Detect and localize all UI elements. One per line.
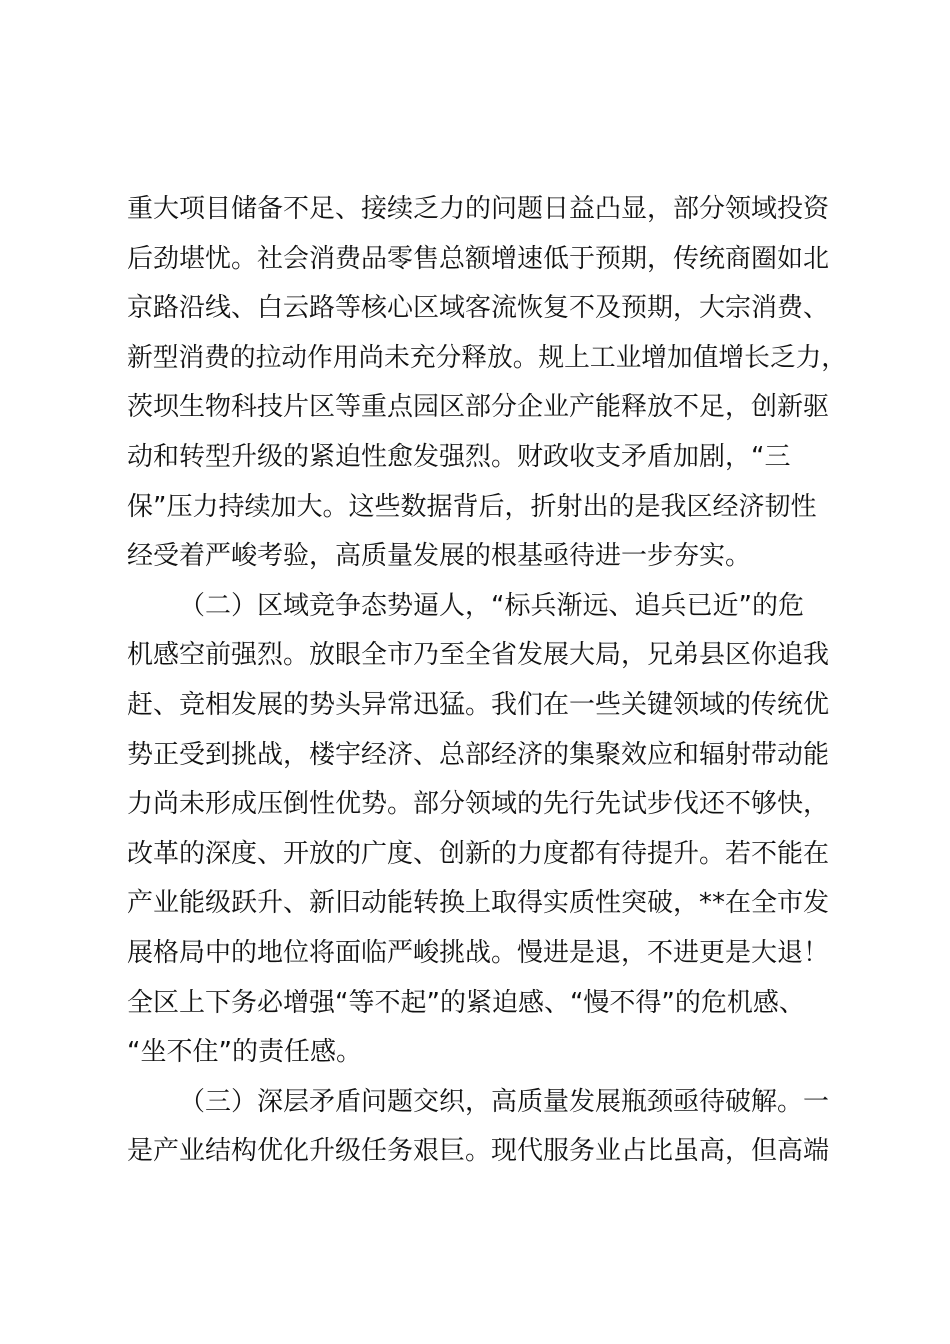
text-line: （二）区域竞争态势逼人，“标兵渐远、追兵已近”的危 xyxy=(179,590,804,621)
text-line: 新型消费的拉动作用尚未充分释放。规上工业增加值增长乏力， xyxy=(127,342,848,373)
text-line: 改革的深度、开放的广度、创新的力度都有待提升。若不能在 xyxy=(127,838,830,869)
text-line: 茨坝生物科技片区等重点园区部分企业产能释放不足，创新驱 xyxy=(127,392,830,423)
text-line: 产业能级跃升、新旧动能转换上取得实质性突破，**在全市发 xyxy=(127,888,830,919)
text-line: 保”压力持续加大。这些数据背后，折射出的是我区经济韧性 xyxy=(127,491,817,522)
text-line: 机感空前强烈。放眼全市乃至全省发展大局，兄弟县区你追我 xyxy=(127,640,830,671)
text-line: 动和转型升级的紧迫性愈发强烈。财政收支矛盾加剧，“三 xyxy=(127,441,791,472)
text-line: 后劲堪忧。社会消费品零售总额增速低于预期，传统商圈如北 xyxy=(127,243,830,274)
text-line: 全区上下务必增强“等不起”的紧迫感、“慢不得”的危机感、 xyxy=(127,987,805,1018)
text-line: （三）深层矛盾问题交织，高质量发展瓶颈亟待破解。一 xyxy=(179,1086,830,1117)
text-line: 展格局中的地位将面临严峻挑战。慢进是退，不进更是大退！ xyxy=(127,937,830,968)
text-line: “坐不住”的责任感。 xyxy=(127,1037,362,1068)
text-line: 是产业结构优化升级任务艰巨。现代服务业占比虽高，但高端 xyxy=(127,1136,830,1167)
text-line: 力尚未形成压倒性优势。部分领域的先行先试步伐还不够快， xyxy=(127,789,830,820)
text-line: 重大项目储备不足、接续乏力的问题日益凸显，部分领域投资 xyxy=(127,194,830,224)
text-line: 势正受到挑战，楼宇经济、总部经济的集聚效应和辐射带动能 xyxy=(127,739,830,770)
text-line: 京路沿线、白云路等核心区域客流恢复不及预期，大宗消费、 xyxy=(127,293,830,324)
text-line: 赶、竞相发展的势头异常迅猛。我们在一些关键领域的传统优 xyxy=(127,689,830,720)
text-line: 经受着严峻考验，高质量发展的根基亟待进一步夯实。 xyxy=(127,541,752,572)
body-text xyxy=(127,185,847,1177)
